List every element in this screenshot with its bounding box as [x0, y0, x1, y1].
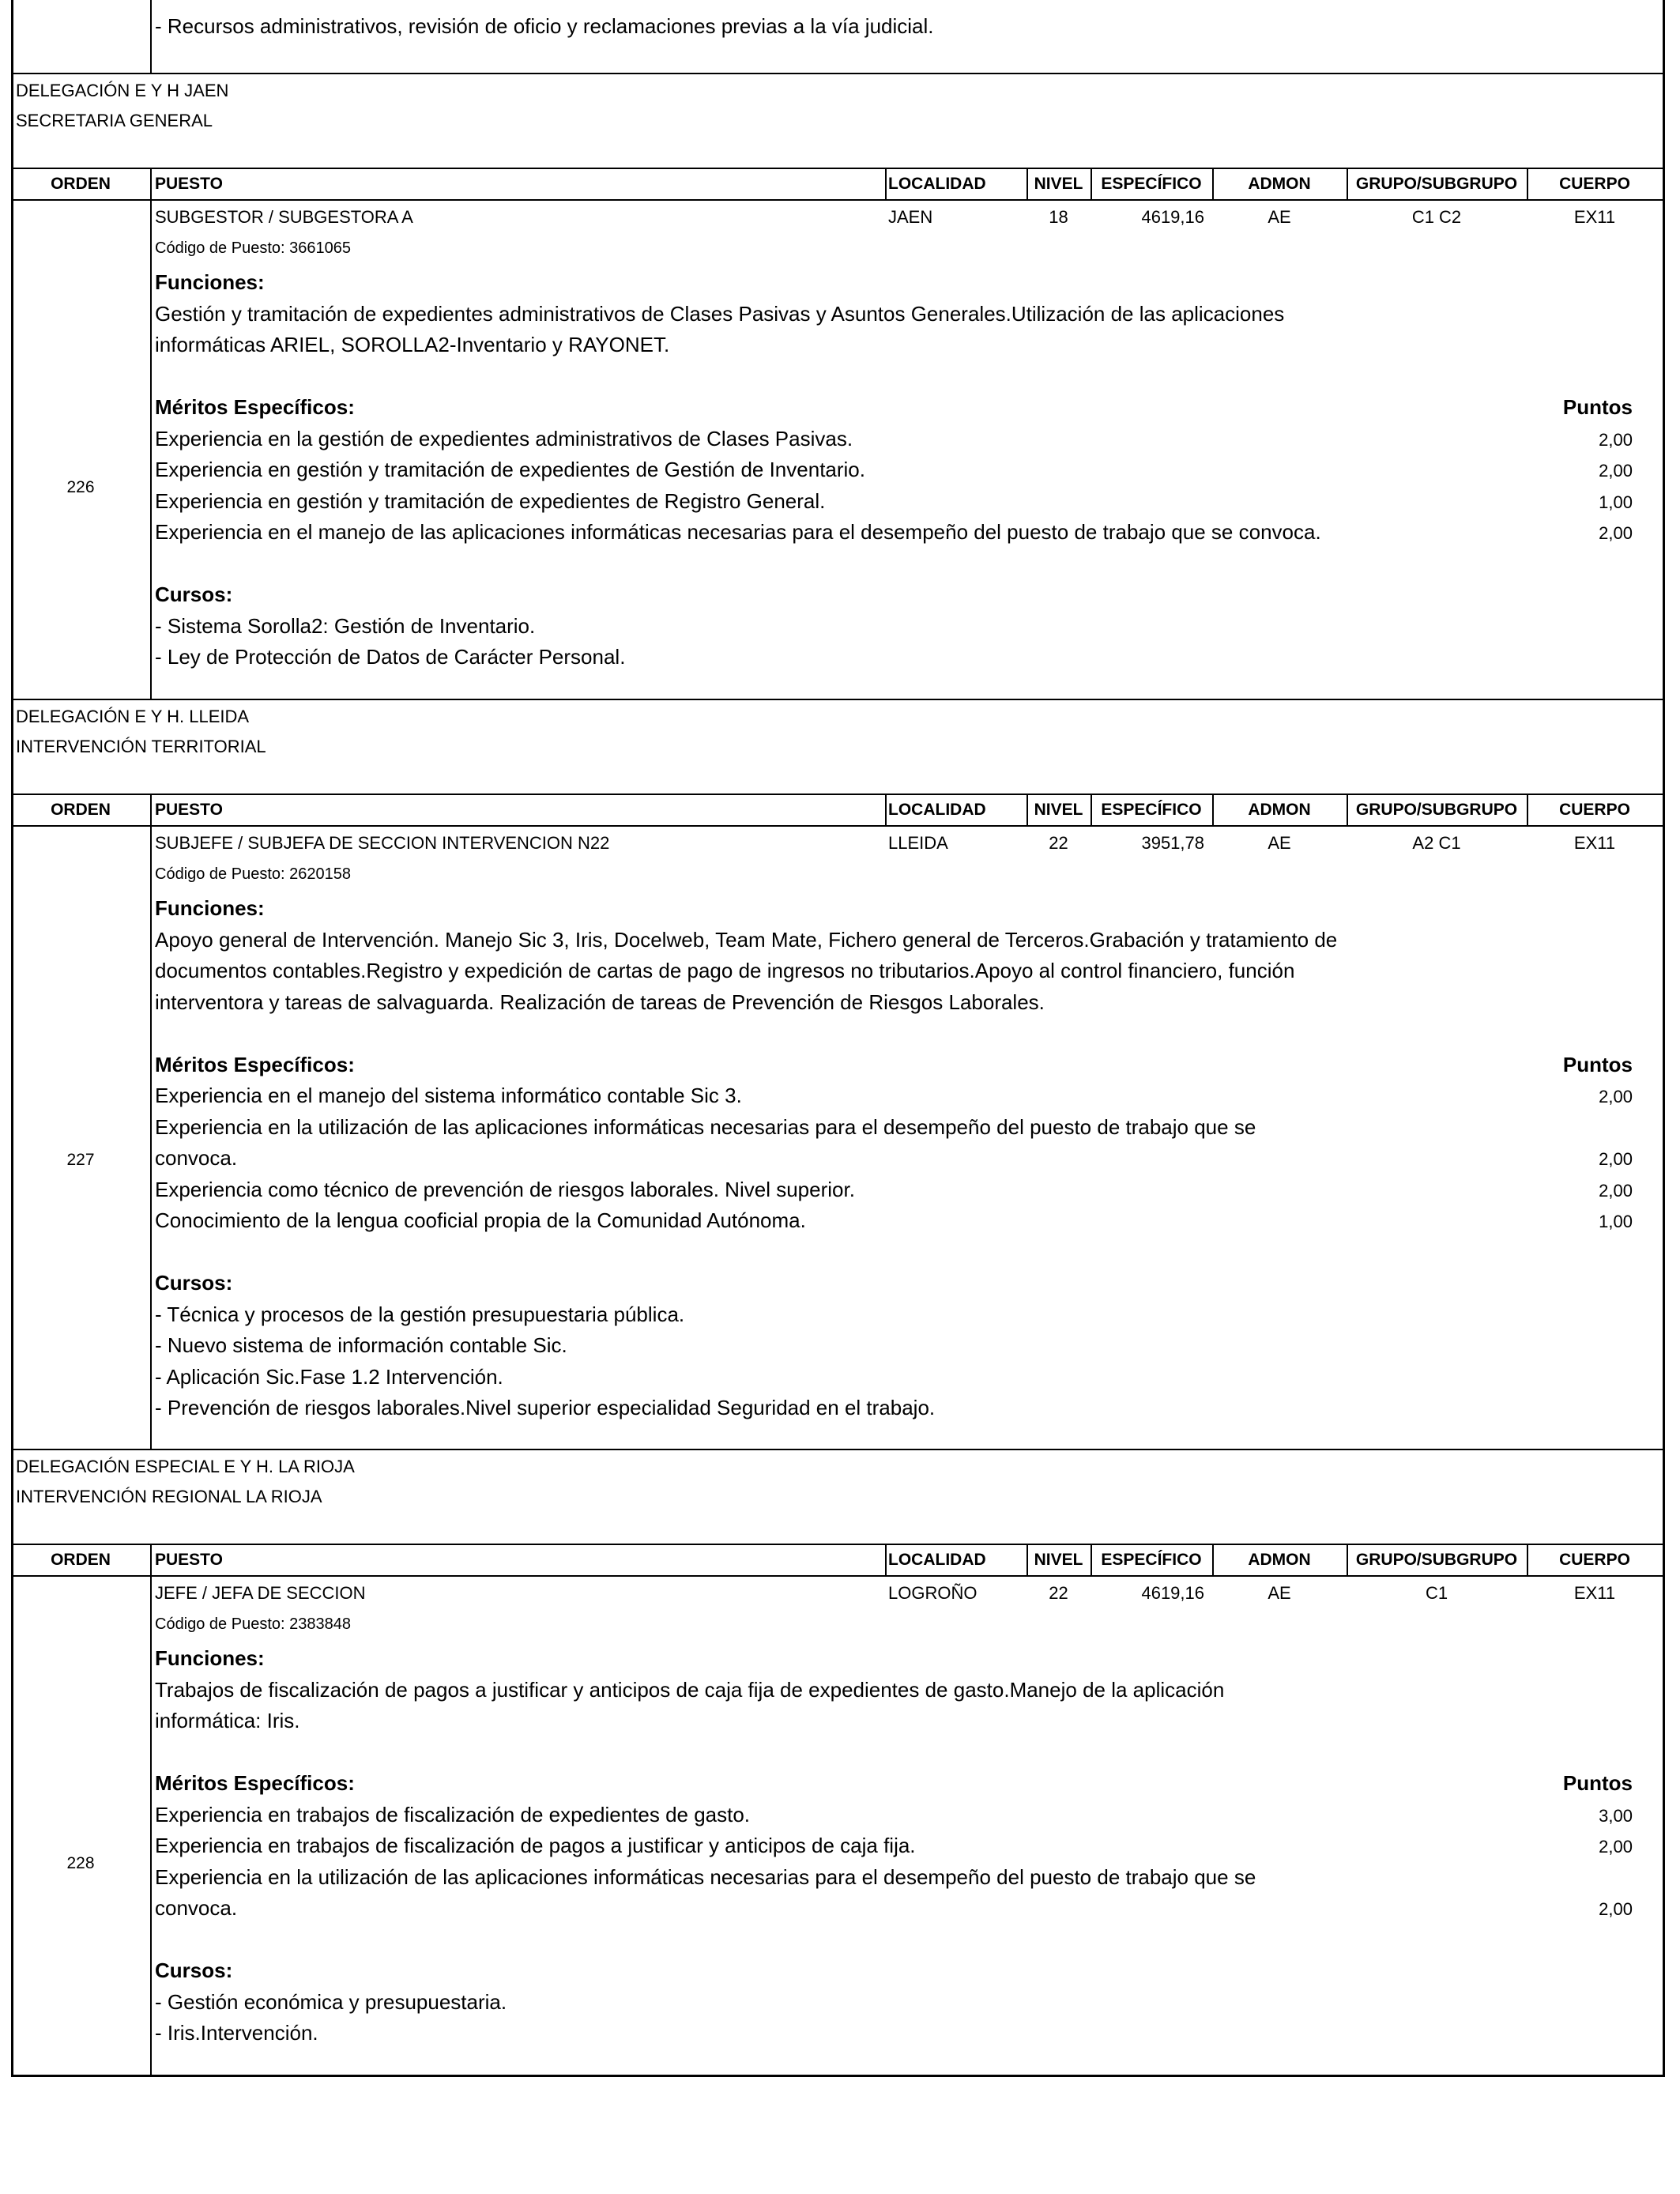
col-header-especifico: ESPECÍFICO	[1101, 175, 1202, 193]
admon-value: AE	[1268, 1583, 1291, 1603]
cursos-line: - Aplicación Sic.Fase 1.2 Intervención.	[155, 1364, 503, 1389]
section-divider	[11, 73, 1665, 74]
funciones-line: interventora y tareas de salvaguarda. Realización de tareas de Prevención de Riesgos Laborales.	[155, 990, 1045, 1014]
cuerpo-value: EX11	[1573, 207, 1616, 227]
merito-puntos: 1,00	[1599, 1212, 1633, 1231]
localidad-value: LOGROÑO	[888, 1583, 977, 1603]
header-column-line	[885, 168, 887, 199]
merito-line: Conocimiento de la lengua cooficial propia de la Comunidad Autónoma.	[155, 1208, 806, 1232]
col-header-puesto: PUESTO	[155, 801, 223, 819]
especifico-value: 3951,78	[1141, 833, 1204, 853]
col-header-orden: ORDEN	[51, 1551, 111, 1569]
col-header-cuerpo: CUERPO	[1559, 801, 1630, 819]
merito-line: Experiencia en la utilización de las aplicaciones informáticas necesarias para el desempeño del puesto de trabajo que se	[155, 1864, 1256, 1889]
page-left-border	[11, 73, 13, 699]
merito-puntos: 2,00	[1599, 429, 1633, 450]
funciones-line: informáticas ARIEL, SOROLLA2-Inventario y RAYONET.	[155, 333, 670, 356]
orden-column-line	[150, 1575, 152, 2075]
unit-subname: SECRETARIA GENERAL	[16, 111, 213, 130]
merito-puntos: 2,00	[1599, 461, 1633, 481]
cursos-line: - Ley de Protección de Datos de Carácter Personal.	[155, 645, 626, 669]
col-header-orden: ORDEN	[51, 801, 111, 819]
merito-line: Experiencia en trabajos de fiscalización de expedientes de gasto.	[155, 1802, 751, 1826]
col-header-cuerpo: CUERPO	[1559, 175, 1630, 193]
orden-number: 228	[66, 1853, 95, 1872]
puesto-title: SUBJEFE / SUBJEFA DE SECCION INTERVENCION N22	[155, 833, 610, 853]
header-top-line	[11, 794, 1665, 795]
puntos-label: Puntos	[1562, 395, 1633, 419]
col-header-admon: ADMON	[1248, 1551, 1311, 1569]
cursos-label: Cursos:	[155, 1958, 233, 1982]
col-header-orden: ORDEN	[51, 175, 111, 193]
page-right-border	[1663, 1449, 1665, 2075]
admon-value: AE	[1268, 207, 1291, 227]
page-right-border	[1663, 0, 1665, 73]
puesto-title: SUBGESTOR / SUBGESTORA A	[155, 207, 413, 227]
col-header-especifico: ESPECÍFICO	[1101, 1551, 1202, 1569]
funciones-line: documentos contables.Registro y expedición de cartas de pago de ingresos no tributarios.Apoyo al control financiero, función	[155, 959, 1295, 982]
merito-puntos: 2,00	[1599, 523, 1633, 543]
col-header-localidad: LOCALIDAD	[888, 175, 986, 193]
codigo-puesto: Código de Puesto: 3661065	[155, 239, 351, 257]
header-bottom-line	[11, 199, 1665, 201]
orden-number: 227	[66, 1150, 95, 1169]
merito-line: convoca.	[155, 1146, 238, 1170]
merito-line: Experiencia en gestión y tramitación de expedientes de Registro General.	[155, 488, 826, 513]
funciones-line: Trabajos de fiscalización de pagos a justificar y anticipos de caja fija de expedientes de gasto.Manejo de la aplicación	[155, 1677, 1225, 1702]
col-header-cuerpo: CUERPO	[1559, 1551, 1630, 1569]
merito-line: Experiencia en trabajos de fiscalización de pagos a justificar y anticipos de caja fija.	[155, 1834, 916, 1857]
col-header-admon: ADMON	[1248, 801, 1311, 819]
header-column-line	[150, 1544, 152, 1575]
nivel-value: 22	[1049, 833, 1068, 853]
header-bottom-line	[11, 825, 1665, 827]
col-header-grupo: GRUPO/SUBGRUPO	[1355, 801, 1518, 819]
orden-column-line	[150, 199, 152, 699]
admon-value: AE	[1268, 833, 1291, 853]
col-header-localidad: LOCALIDAD	[888, 1551, 986, 1569]
merito-puntos: 3,00	[1599, 1805, 1633, 1826]
section-divider	[11, 2075, 1665, 2077]
meritos-label: Méritos Específicos:	[155, 395, 355, 419]
col-header-grupo: GRUPO/SUBGRUPO	[1355, 175, 1518, 193]
merito-puntos: 2,00	[1599, 1149, 1633, 1169]
orden-number: 226	[66, 477, 95, 496]
merito-puntos: 2,00	[1599, 1087, 1633, 1106]
previous-cursos-line: - Recursos administrativos, revisión de oficio y reclamaciones previas a la vía judicial.	[155, 14, 934, 38]
grupo-value: C1 C2	[1411, 207, 1462, 227]
header-top-line	[11, 168, 1665, 169]
cursos-line: - Iris.Intervención.	[155, 2021, 318, 2045]
header-top-line	[11, 1544, 1665, 1545]
section-divider	[11, 1449, 1665, 1450]
grupo-value: C1	[1425, 1583, 1448, 1603]
puntos-label: Puntos	[1562, 1771, 1633, 1795]
col-header-nivel: NIVEL	[1034, 801, 1083, 819]
header-column-line	[150, 168, 152, 199]
merito-line: Experiencia en la utilización de las aplicaciones informáticas necesarias para el desempeño del puesto de trabajo que se	[155, 1114, 1256, 1139]
cursos-label: Cursos:	[155, 1271, 233, 1295]
cursos-label: Cursos:	[155, 582, 233, 606]
cursos-line: - Gestión económica y presupuestaria.	[155, 1989, 507, 2014]
page-left-border	[11, 0, 13, 73]
header-bottom-line	[11, 1575, 1665, 1577]
funciones-label: Funciones:	[155, 270, 265, 294]
orden-column-line	[150, 825, 152, 1449]
merito-line: convoca.	[155, 1896, 238, 1920]
especifico-value: 4619,16	[1141, 1583, 1204, 1603]
merito-line: Experiencia en la gestión de expedientes administrativos de Clases Pasivas.	[155, 426, 853, 450]
merito-line: Experiencia en el manejo de las aplicaciones informáticas necesarias para el desempeño del puesto de trabajo que se convoca.	[155, 520, 1321, 544]
header-column-line	[885, 1544, 887, 1575]
nivel-value: 18	[1049, 207, 1068, 227]
page-right-border	[1663, 699, 1665, 1449]
merito-puntos: 2,00	[1599, 1837, 1633, 1857]
col-header-nivel: NIVEL	[1034, 175, 1083, 193]
unit-name: DELEGACIÓN ESPECIAL E Y H. LA RIOJA	[16, 1457, 355, 1476]
col-header-admon: ADMON	[1248, 175, 1311, 193]
localidad-value: LLEIDA	[888, 833, 948, 853]
puesto-title: JEFE / JEFA DE SECCION	[155, 1583, 366, 1603]
col-header-puesto: PUESTO	[155, 1551, 223, 1569]
cuerpo-value: EX11	[1573, 833, 1616, 853]
cuerpo-value: EX11	[1573, 1583, 1616, 1603]
funciones-line: informática: Iris.	[155, 1709, 300, 1732]
meritos-label: Méritos Específicos:	[155, 1771, 355, 1795]
merito-puntos: 2,00	[1599, 1899, 1633, 1919]
merito-line: Experiencia en gestión y tramitación de expedientes de Gestión de Inventario.	[155, 458, 865, 481]
funciones-label: Funciones:	[155, 1646, 265, 1670]
cursos-line: - Prevención de riesgos laborales.Nivel superior especialidad Seguridad en el trabajo.	[155, 1396, 936, 1419]
cursos-line: - Técnica y procesos de la gestión presupuestaria pública.	[155, 1302, 685, 1326]
col-header-localidad: LOCALIDAD	[888, 801, 986, 819]
merito-line: Experiencia como técnico de prevención de riesgos laborales. Nivel superior.	[155, 1177, 855, 1201]
col-header-grupo: GRUPO/SUBGRUPO	[1355, 1551, 1518, 1569]
unit-subname: INTERVENCIÓN TERRITORIAL	[16, 737, 266, 756]
funciones-line: Gestión y tramitación de expedientes administrativos de Clases Pasivas y Asuntos Generales.Utilización de las aplicaciones	[155, 301, 1285, 326]
col-header-nivel: NIVEL	[1034, 1551, 1083, 1569]
header-column-line	[885, 794, 887, 825]
col-header-especifico: ESPECÍFICO	[1101, 801, 1202, 819]
merito-puntos: 2,00	[1599, 1180, 1633, 1201]
merito-line: Experiencia en el manejo del sistema informático contable Sic 3.	[155, 1084, 742, 1107]
funciones-label: Funciones:	[155, 896, 265, 920]
localidad-value: JAEN	[888, 207, 933, 227]
page-left-border	[11, 1449, 13, 2075]
col-header-puesto: PUESTO	[155, 175, 223, 193]
header-column-line	[150, 794, 152, 825]
especifico-value: 4619,16	[1141, 207, 1204, 227]
cursos-line: - Sistema Sorolla2: Gestión de Inventario.	[155, 613, 536, 638]
puntos-label: Puntos	[1562, 1052, 1633, 1076]
orden-column-line	[150, 0, 152, 73]
meritos-label: Méritos Específicos:	[155, 1052, 355, 1076]
unit-subname: INTERVENCIÓN REGIONAL LA RIOJA	[16, 1487, 322, 1506]
unit-name: DELEGACIÓN E Y H JAEN	[16, 81, 229, 100]
funciones-line: Apoyo general de Intervención. Manejo Sic 3, Iris, Docelweb, Team Mate, Fichero general de Terceros.Grabación y tratamiento de	[155, 927, 1338, 952]
merito-puntos: 1,00	[1599, 492, 1633, 512]
codigo-puesto: Código de Puesto: 2620158	[155, 865, 351, 883]
unit-name: DELEGACIÓN E Y H. LLEIDA	[16, 707, 250, 726]
page-right-border	[1663, 73, 1665, 699]
section-divider	[11, 699, 1665, 700]
nivel-value: 22	[1049, 1583, 1068, 1603]
grupo-value: A2 C1	[1412, 833, 1461, 853]
cursos-line: - Nuevo sistema de información contable Sic.	[155, 1333, 567, 1357]
codigo-puesto: Código de Puesto: 2383848	[155, 1615, 351, 1633]
